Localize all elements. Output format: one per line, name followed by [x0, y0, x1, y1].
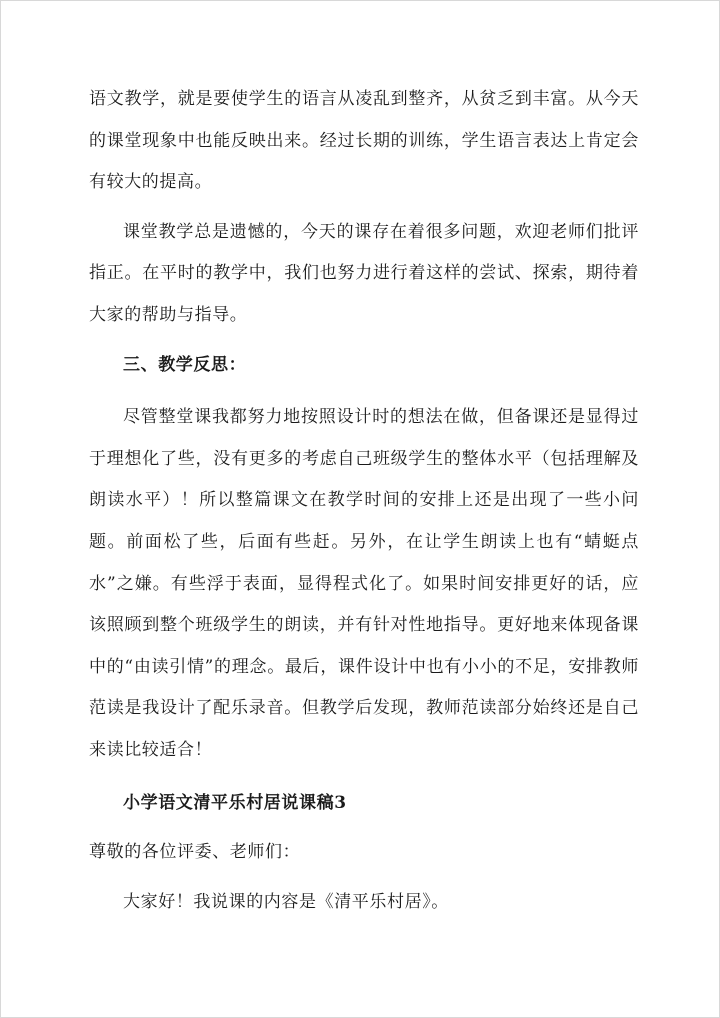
heading-teaching-reflection: 三、教学反思：: [123, 354, 247, 375]
paragraph-language-teaching: 语文教学，就是要使学生的语言从凌乱到整齐，从贫乏到丰富。从今天的课堂现象中也能反映出来。经过长期的训练，学生语言表达上肯定会有较大的提高。: [89, 89, 639, 193]
heading-lecture-title: 小学语文清平乐村居说课稿3: [123, 792, 347, 813]
paragraph-reflection-body: 尽管整堂课我都努力地按照设计时的想法在做，但备课还是显得过于理想化了些，没有更多的考虑自己班级学生的整体水平（包括理解及朗读水平）！所以整篇课文在教学时间的安排上还是出现了一些小问题。前面松了些，后面有些赶。另外，在让学生朗读上也有“蜻蜓点水”之嫌。有些浮于表面，显得程式化了。如果时间安排更好的话，应该照顾到整个班级学生的朗读，并有针对性地指导。更好地来体现备课中的“由读引情”的理念。最后，课件设计中也有小小的不足，安排教师范读是我设计了配乐录音。但教学后发现，教师范读部分始终还是自己来读比较适合！: [89, 407, 639, 760]
paragraph-introduction: 大家好！我说课的内容是《清平乐村居》。: [123, 891, 449, 912]
document-body: [89, 79, 639, 923]
paragraph-greeting: 尊敬的各位评委、老师们：: [89, 842, 301, 863]
paragraph-classroom-regrets: 课堂教学总是遗憾的，今天的课存在着很多问题，欢迎老师们批评指正。在平时的教学中，我们也努力进行着这样的尝试、探索，期待着大家的帮助与指导。: [89, 221, 639, 325]
